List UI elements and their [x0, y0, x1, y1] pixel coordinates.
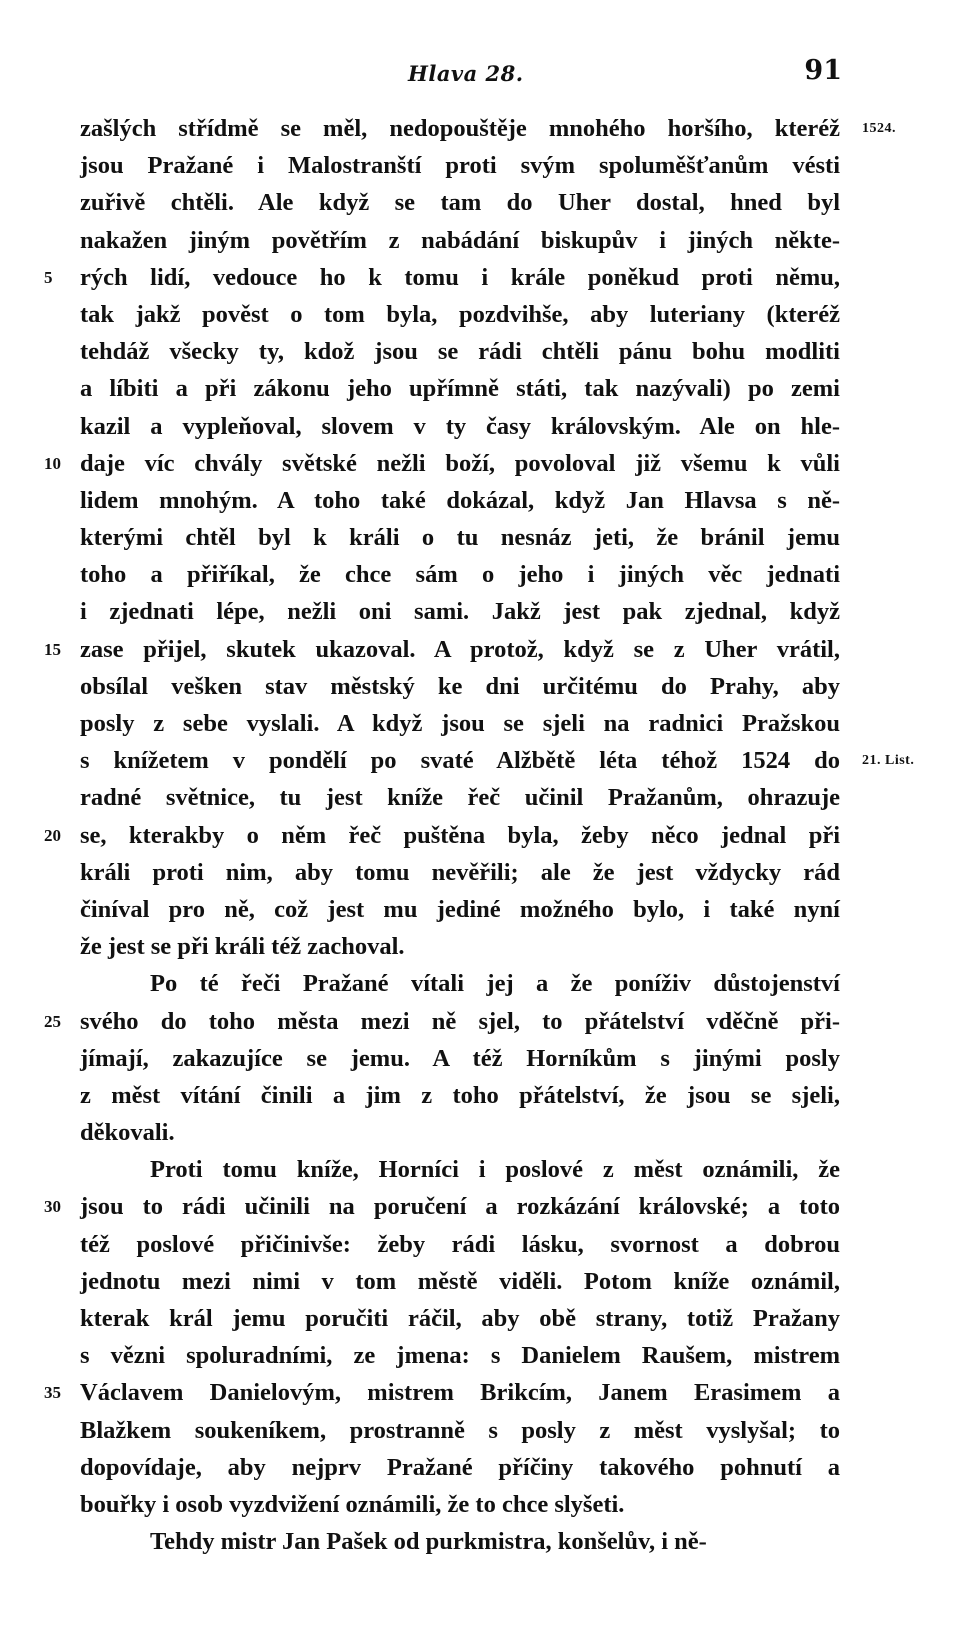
line-number: 35 [44, 1383, 61, 1403]
line-text: svého do toho města mezi ně sjel, to přátelství vděčně při- [80, 1007, 840, 1035]
text-line [80, 1263, 840, 1300]
line-text: Václavem Danielovým, mistrem Brikcím, Janem Erasimem a [80, 1379, 840, 1407]
text-line [80, 854, 840, 891]
line-text: posly z sebe vyslali. A když jsou se sjeli na radnici Pražskou [80, 710, 840, 737]
text-line [80, 965, 840, 1002]
line-text: kterými chtěl byl k králi o tu nesnáz jeti, že bránil jemu [80, 524, 840, 552]
text-line [80, 705, 840, 742]
page-number: 91 [804, 55, 842, 86]
line-text: a líbiti a při zákonu jeho upřímně státi, tak nazývali) po zemi [80, 375, 840, 403]
line-text: bouřky i osob vyzdvižení oznámili, že to chce slyšeti. [80, 1490, 625, 1518]
line-number: 10 [44, 453, 61, 473]
line-text: zase přijel, skutek ukazoval. A protož, když se z Uher vrátil, [80, 635, 840, 663]
line-text: jímají, zakazujíce se jemu. A též Horníkům s jinými posly [80, 1044, 840, 1072]
line-number: 30 [44, 1197, 61, 1217]
text-line [44, 445, 840, 482]
text-line [80, 222, 840, 259]
line-text: děkovali. [80, 1119, 175, 1147]
text-line [80, 110, 896, 147]
text-line [80, 519, 840, 556]
text-line [80, 779, 840, 816]
line-text: nakažen jiným povětřím z nabádání biskupův i jiných někte- [80, 226, 840, 254]
line-text: jednotu mezi nimi v tom městě viděli. Potom kníže oznámil, [80, 1267, 840, 1295]
line-text: z měst vítání činili a jim z toho přátelství, že jsou se sjeli, [80, 1081, 840, 1109]
text-line [80, 1412, 840, 1449]
line-text: s knížetem v pondělí po svaté Alžbětě léta téhož 1524 do [80, 747, 840, 775]
text-line [80, 1337, 840, 1374]
line-number: 20 [44, 825, 61, 845]
line-text: lidem mnohým. A toho také dokázal, když Jan Hlavsa s ně- [80, 486, 840, 514]
line-text: toho a přiříkal, že chce sám o jeho i jiných věc jednati [80, 561, 840, 589]
margin-note: 21. List. [862, 753, 915, 769]
text-line [80, 1449, 840, 1486]
line-text: králi proti nim, aby tomu nevěřili; ale že jest vždycky rád [80, 858, 840, 886]
text-line [80, 1077, 840, 1114]
text-line [80, 1486, 840, 1523]
line-text: jsou Pražané i Malostranští proti svým spoluměšťanům vésti [80, 152, 840, 180]
text-line [80, 742, 915, 779]
text-line [80, 928, 840, 965]
line-text: i zjednati lépe, nežli oni sami. Jakž jest pak zjednal, když [80, 598, 840, 626]
text-line [80, 891, 840, 928]
page-header [0, 55, 960, 95]
text-line [80, 482, 840, 519]
line-text: kazil a vypleňoval, slovem v ty časy královským. Ale on hle- [80, 412, 840, 440]
line-text: s vězni spoluradními, ze jmena: s Danielem Raušem, mistrem [80, 1342, 840, 1370]
text-line [80, 408, 840, 445]
line-text: obsílal vešken stav městský ke dni určitému do Prahy, aby [80, 672, 840, 700]
text-line [44, 1374, 840, 1411]
line-number: 5 [44, 267, 53, 287]
line-text: dopovídaje, aby nejprv Pražané příčiny takového pohnutí a [80, 1453, 840, 1481]
text-line [44, 1003, 840, 1040]
text-line [80, 333, 840, 370]
line-text: zuřivě chtěli. Ale když se tam do Uher dostal, hned byl [80, 189, 840, 217]
text-line [80, 184, 840, 221]
running-title: Hlava 28. [408, 61, 524, 86]
line-text: jsou to rádi učinili na poručení a rozkázání královské; a toto [80, 1193, 840, 1221]
text-line [80, 1523, 840, 1560]
margin-note: 1524. [862, 121, 896, 136]
text-line [80, 147, 840, 184]
line-number: 15 [44, 639, 61, 659]
text-line [44, 817, 840, 854]
text-line [80, 556, 840, 593]
line-text: zašlých střídmě se měl, nedopouštěje mnohého horšího, kteréž [80, 115, 840, 142]
line-text: tak jakž pověst o tom byla, pozdvihše, aby luteriany (kteréž [80, 300, 840, 328]
text-line [80, 1226, 840, 1263]
text-line [80, 296, 840, 333]
line-text: Tehdy mistr Jan Pašek od purkmistra, konšelův, i ně- [150, 1528, 707, 1556]
line-text: se, kterakby o něm řeč puštěna byla, žeby něco jednal při [80, 821, 840, 849]
text-line [80, 593, 840, 630]
line-text: Blažkem soukeníkem, prostranně s posly z měst vyslyšal; to [80, 1416, 840, 1444]
text-line [44, 259, 840, 296]
line-text: daje víc chvály světské nežli boží, povoloval již všemu k vůli [80, 449, 840, 477]
line-text: Po té řeči Pražané vítali jej a že poníživ důstojenství [150, 970, 840, 998]
line-text: činíval pro ně, což jest mu jediné možného bylo, i také nyní [80, 895, 840, 923]
line-text: tehdáž všecky ty, kdož jsou se rádi chtěli pánu bohu modliti [80, 338, 840, 366]
page-body-text [44, 110, 915, 1560]
text-line [44, 631, 840, 668]
text-line [44, 1188, 840, 1225]
line-text: kterak král jemu poručiti ráčil, aby obě strany, totiž Pražany [80, 1305, 840, 1332]
text-line [80, 668, 840, 705]
text-line [80, 1300, 840, 1337]
text-line [80, 1151, 840, 1188]
line-text: Proti tomu kníže, Horníci i poslové z měst oznámili, že [150, 1156, 840, 1184]
line-text: že jest se při králi též zachoval. [80, 933, 405, 961]
text-line [80, 1040, 840, 1077]
line-text: radné světnice, tu jest kníže řeč učinil Pražanům, ohrazuje [80, 784, 840, 812]
line-text: rých lidí, vedouce ho k tomu i krále poněkud proti němu, [80, 263, 840, 291]
line-number: 25 [44, 1011, 61, 1031]
text-line [80, 1114, 840, 1151]
line-text: též poslové přičinivše: žeby rádi lásku, svornost a dobrou [80, 1230, 840, 1258]
text-line [80, 370, 840, 407]
